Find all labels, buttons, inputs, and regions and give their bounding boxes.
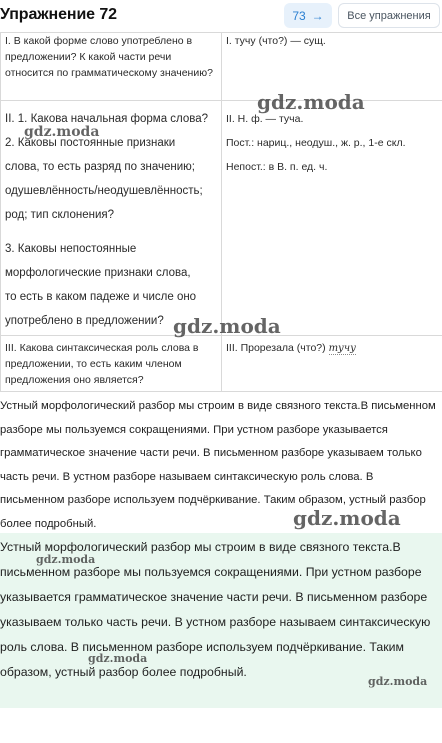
analysis-table [0,32,442,392]
question-line: употреблено в предложении? [5,315,164,327]
answer-text: III. Прорезала (что?) [226,342,326,354]
question-line: морфологические признаки слова, [5,267,191,279]
question-line: слова, то есть разряд по значению; [5,161,195,173]
arrow-right-icon: → [311,8,324,23]
all-exercises-button[interactable]: Все упражнения [338,3,440,28]
watermark-logo: gdz.moda [24,124,100,140]
page-header [0,0,442,32]
table-cell-question [1,336,222,392]
question-line: одушевлённость/неодушевлённость; [5,185,203,197]
question-line: 2. Каковы постоянные признаки [5,137,176,149]
question-text: I. В какой форме слово употреблено в предложении? К какой части речи относится по грамматическому значению? [5,35,213,79]
next-exercise-button[interactable] [284,3,332,28]
question-line: род; тип склонения? [5,209,115,221]
watermark-logo: gdz.moda [257,90,365,114]
handwritten-word: тучу [328,343,356,354]
answer-paragraph: Устный морфологический разбор мы строим в виде связного текста.В письменном разборе мы пользуемся сокращениями. При устном разборе указывается грамматическое значение части речи. В письменном разборе указываем только часть речи. В устном разборе называем синтаксическую роль слова. В письменном разборе используем подчёркивание. Таким образом, устный разбор более подробный. [0,540,431,679]
answer-line: II. Н. ф. — туча. [226,113,304,125]
answer-line: Непост.: в В. п. ед. ч. [226,161,328,173]
table-cell-answer [222,336,442,392]
question-line: 3. Каковы непостоянные [5,243,137,255]
answer-line: Пост.: нариц., неодуш., ж. р., 1-е скл. [226,137,406,149]
watermark-logo: gdz.moda [88,652,148,665]
watermark-logo: gdz.moda [36,553,96,566]
table-cell-answer [222,101,442,336]
answer-text: I. тучу (что?) — сущ. [226,35,326,47]
explanation-paragraph: Устный морфологический разбор мы строим в виде связного текста.В письменном разборе мы пользуемся сокращениями. При устном разборе указывается грамматическое значение части речи. В письменном разборе указываем только часть речи. В устном разборе называем синтаксическую роль слова. В письменном разборе используем подчёркивание. Таким образом, устный разбор более подробный. [0,400,436,530]
table-row [1,33,442,101]
question-line: II. 1. Какова начальная форма слова? [5,113,209,125]
watermark-logo: gdz.moda [293,506,401,530]
table-row [1,336,442,392]
exercise-title: Упражнение 72 [0,6,117,23]
question-text: III. Какова синтаксическая роль слова в предложении, то есть каким членом предложения оно является? [5,342,199,386]
question-line: то есть в каком падеже и числе оно [5,291,197,303]
table-cell-question [1,33,222,101]
next-exercise-number: 73 [292,8,306,23]
watermark-logo: gdz.moda [368,675,428,688]
watermark-logo: gdz.moda [173,314,281,338]
